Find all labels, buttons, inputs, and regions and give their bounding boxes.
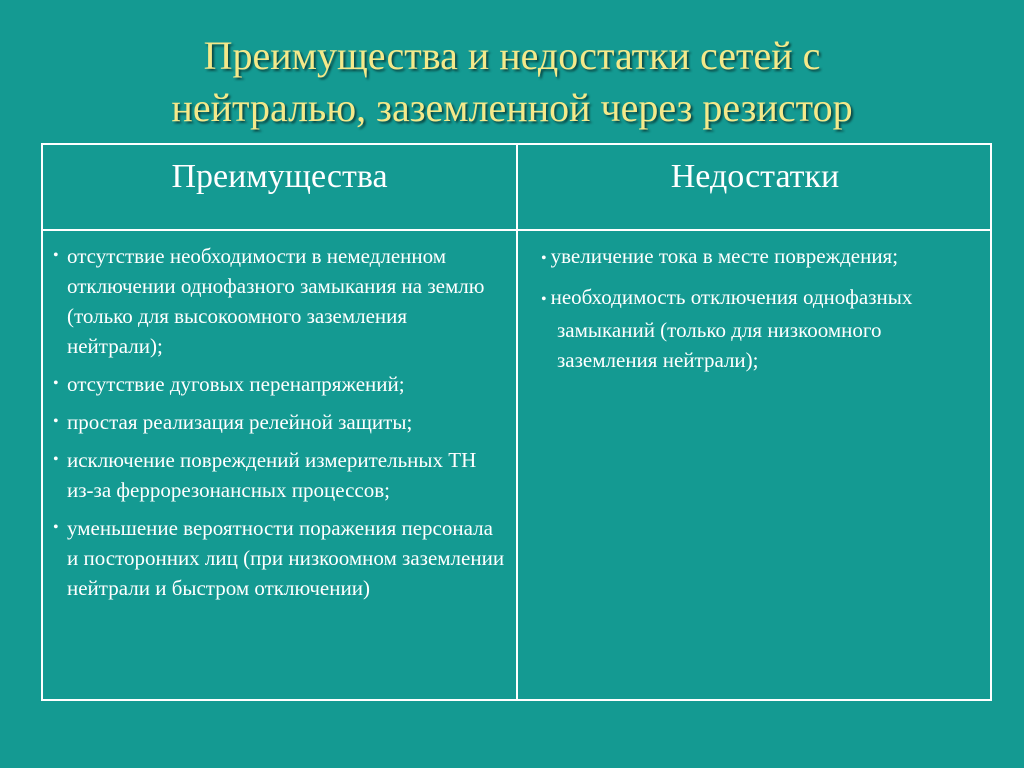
- list-item: [53, 513, 508, 603]
- list-item: [527, 241, 982, 274]
- advantage-text: исключение повреждений измерительных ТН из-за феррорезонансных процессов;: [67, 448, 477, 502]
- advantage-text: уменьшение вероятности поражения персонала и посторонних лиц (при низкоомном заземлении нейтрали и быстром отключении): [67, 516, 505, 600]
- bullet-icon: •: [53, 375, 59, 392]
- bullet-icon: •: [53, 519, 59, 536]
- list-item: [53, 241, 508, 361]
- disadvantages-header: Недостатки: [670, 158, 840, 195]
- bullet-icon: •: [53, 413, 59, 430]
- bullet-icon: •: [541, 291, 547, 308]
- advantages-header: Преимущества: [171, 158, 388, 195]
- slide-title-line-1: Преимущества и недостатки сетей с: [203, 33, 821, 78]
- advantages-list: [53, 241, 508, 611]
- list-item: [53, 445, 508, 505]
- bullet-icon: •: [541, 250, 547, 267]
- disadvantage-text: увеличение тока в месте повреждения;: [550, 244, 899, 268]
- table-column-divider: [516, 145, 518, 699]
- list-item: [53, 407, 508, 437]
- list-item: [527, 282, 982, 375]
- bullet-icon: •: [53, 451, 59, 468]
- bullet-icon: •: [53, 247, 59, 264]
- slide-title: [40, 30, 984, 134]
- advantage-text: простая реализация релейной защиты;: [67, 410, 413, 434]
- comparison-table: [41, 143, 992, 701]
- slide-title-line-2: нейтралью, заземленной через резистор: [171, 85, 853, 130]
- disadvantages-list: [527, 241, 982, 383]
- advantage-text: отсутствие необходимости в немедленном отключении однофазного замыкания на землю (только для высокоомного заземления нейтрали);: [67, 244, 485, 358]
- advantage-text: отсутствие дуговых перенапряжений;: [67, 372, 405, 396]
- list-item: [53, 369, 508, 399]
- disadvantage-text: необходимость отключения однофазных замыканий (только для низкоомного заземления нейтрали);: [550, 285, 913, 372]
